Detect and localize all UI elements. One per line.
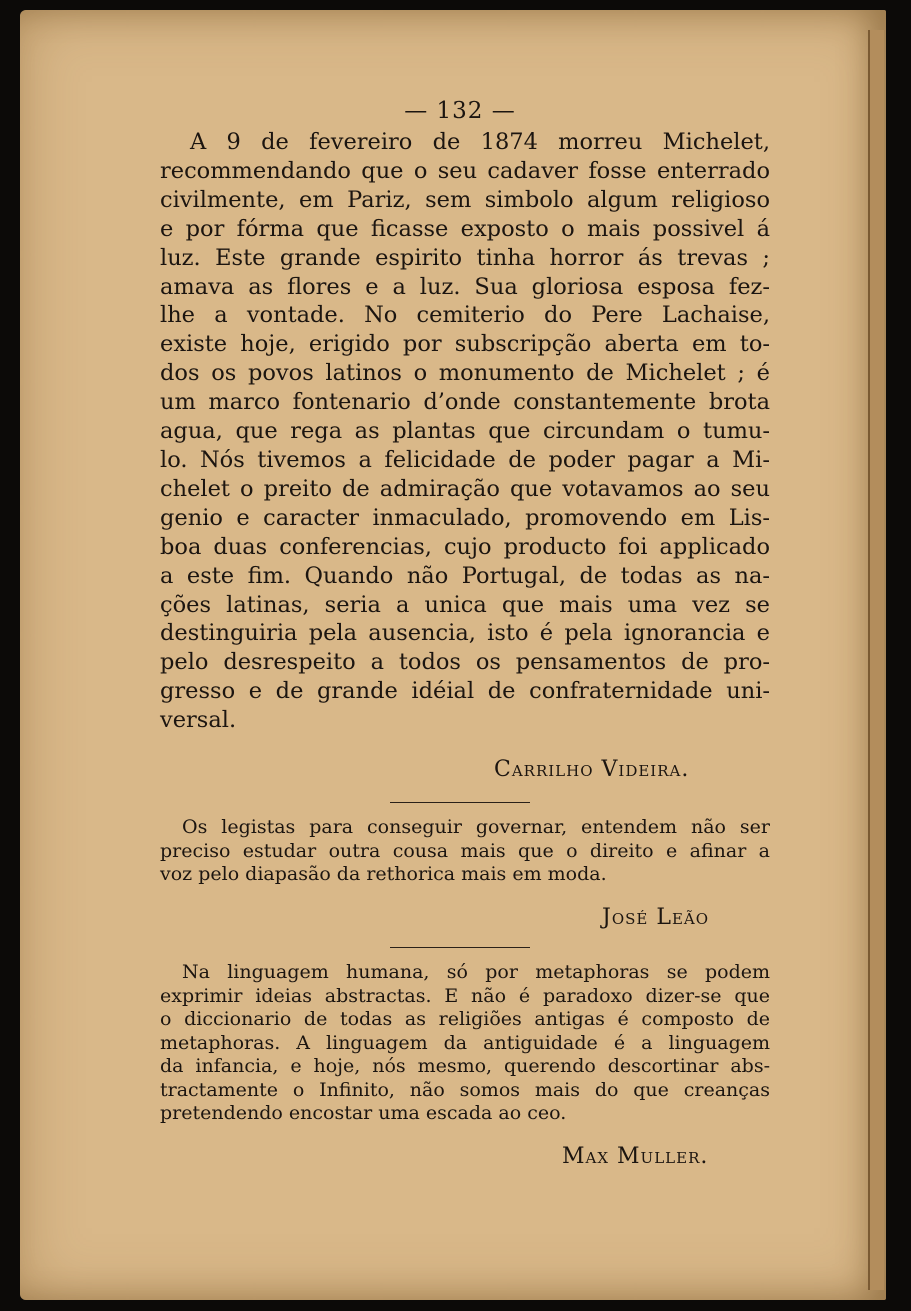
text-line: destinguiria pela ausencia, isto é pela ignorancia e [160,620,770,647]
text-line: luz. Este grande espirito tinha horror ás trevas ; [160,244,770,271]
legistas-paragraph [160,816,770,887]
text-line: A 9 de fevereiro de 1874 morreu Michelet, [190,129,770,155]
text-line: lhe a vontade. No cemiterio do Pere Lachaise, [160,302,770,329]
text-line: civilmente, em Pariz, sem simbolo algum religioso [160,186,770,213]
text-line: a este fim. Quando não Portugal, de todas as na- [160,562,770,589]
text-line: ções latinas, seria a unica que mais uma vez se [160,591,770,618]
text-line: lo. Nós tivemos a felicidade de poder pagar a Mi- [160,446,770,473]
text-line: boa duas conferencias, cujo producto foi applicado [160,533,770,560]
text-line: Os legistas para conseguir governar, entendem não ser [182,816,770,838]
text-line: da infancia, e hoje, nós mesmo, querendo descortinar abs- [160,1055,770,1077]
text-line: tractamente o Infinito, não somos mais do que creanças [160,1078,770,1101]
text-line: versal. [160,707,237,734]
text-line: pretendendo encostar uma escada ao ceo. [160,1102,567,1124]
signature-carrilho-videira: Carrilho Videira. [494,757,690,782]
text-line: agua, que rega as plantas que circundam o tumu- [160,418,770,445]
text-line: e por fórma que ficasse exposto o mais possivel á [160,215,770,242]
michelet-paragraph [160,128,770,735]
signature-max-muller: Max Muller. [562,1144,709,1169]
text-line: dos os povos latinos o monumento de Michelet ; é [160,360,770,387]
section-divider [390,802,530,803]
text-line: genio e caracter inmaculado, promovendo em Lis- [160,504,770,531]
section-divider [390,947,530,948]
text-line: amava as flores e a luz. Sua gloriosa esposa fez- [160,273,770,300]
text-line: existe hoje, erigido por subscripção aberta em to- [160,331,770,358]
text-line: metaphoras. A linguagem da antiguidade é a linguagem [160,1031,770,1054]
text-line: exprimir ideias abstractas. E não é paradoxo dizer-se que [160,984,770,1007]
page-number: — 132 — [404,98,516,124]
text-line: recommendando que o seu cadaver fosse enterrado [160,157,770,184]
text-line: voz pelo diapasão da rethorica mais em moda. [160,863,607,885]
text-line: o diccionario de todas as religiões antigas é composto de [160,1008,770,1030]
text-line: um marco fontenario d’onde constantemente brota [160,389,770,416]
page-edge [868,30,884,1290]
text-line: Na linguagem humana, só por metaphoras se podem [182,961,770,983]
text-line: chelet o preito de admiração que votavamos ao seu [160,475,770,502]
text-line: gresso e de grande idéial de confraternidade uni- [160,678,770,705]
text-line: preciso estudar outra cousa mais que o direito e afinar a [160,839,770,862]
linguagem-paragraph [160,961,770,1126]
text-line: pelo desrespeito a todos os pensamentos de pro- [160,649,770,676]
signature-jose-leao: José Leão [602,905,710,930]
